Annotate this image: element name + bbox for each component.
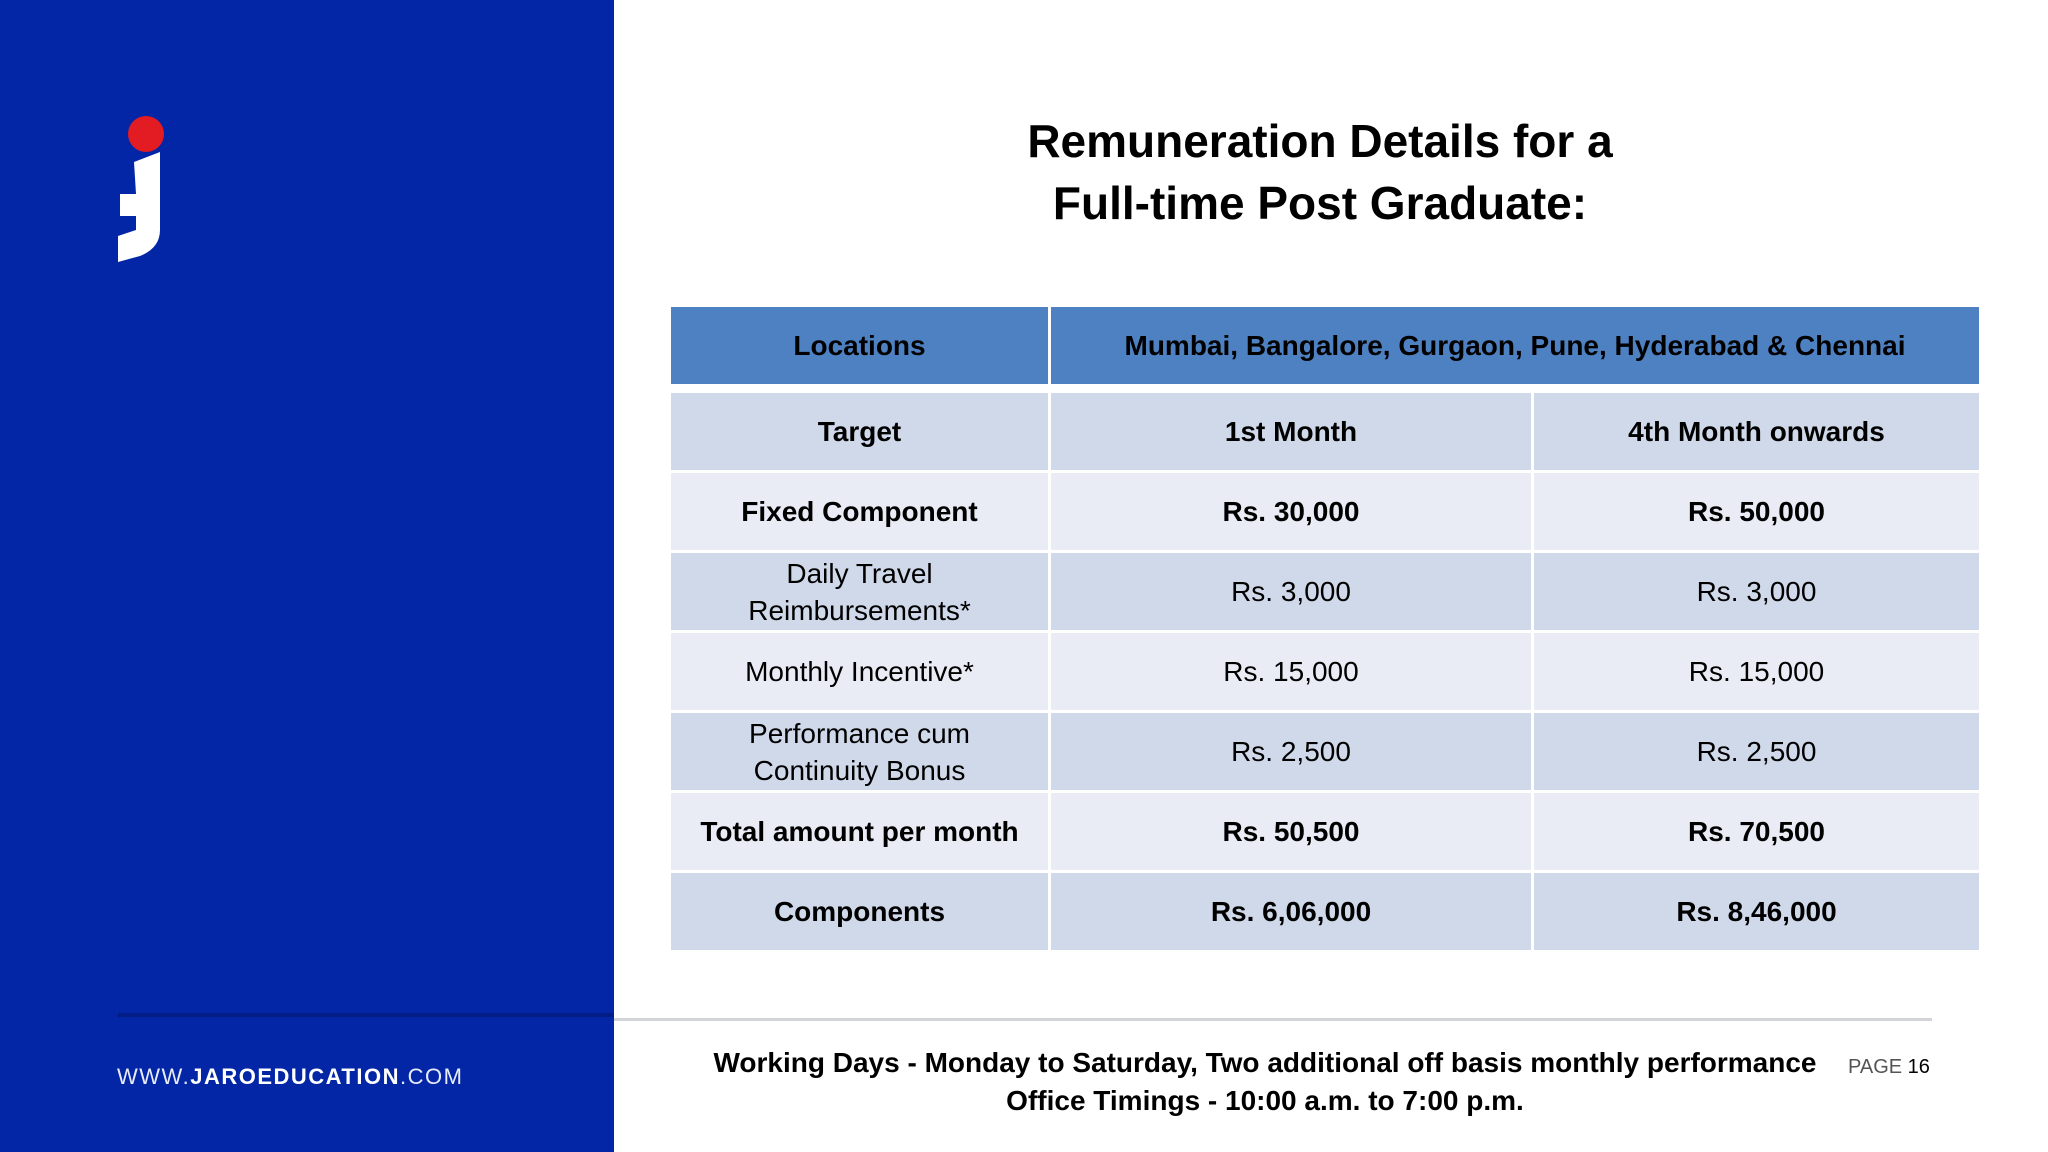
website-url[interactable]: WWW.JAROEDUCATION.COM: [117, 1064, 464, 1089]
row-label: Components: [671, 873, 1048, 950]
title-line-2: Full-time Post Graduate:: [1052, 177, 1588, 229]
table-row: [671, 793, 1979, 870]
row-col2: Rs. 2,500: [1534, 713, 1979, 790]
footer-notes: [700, 1044, 1830, 1120]
row-label: Fixed Component: [671, 473, 1048, 550]
row-label: Daily Travel Reimbursements*: [671, 553, 1048, 630]
brand-sidebar: [0, 0, 614, 1152]
column-header-row: [671, 393, 1979, 470]
title-line-1: Remuneration Details for a: [1027, 115, 1613, 167]
footer-divider: [614, 1018, 1932, 1021]
row-col2: Rs. 70,500: [1534, 793, 1979, 870]
first-month-header: 1st Month: [1051, 393, 1531, 470]
page-label: PAGE: [1848, 1056, 1903, 1078]
fourth-month-header: 4th Month onwards: [1534, 393, 1979, 470]
locations-value: Mumbai, Bangalore, Gurgaon, Pune, Hyderabad & Chennai: [1051, 307, 1979, 384]
table-row: [671, 633, 1979, 710]
row-col1: Rs. 3,000: [1051, 553, 1531, 630]
row-col1: Rs. 30,000: [1051, 473, 1531, 550]
jaro-logo-icon: [112, 112, 174, 262]
row-col1: Rs. 6,06,000: [1051, 873, 1531, 950]
header-spacer: [671, 387, 1979, 390]
working-days-note: Working Days - Monday to Saturday, Two additional off basis monthly performance: [713, 1047, 1817, 1078]
page-number: [1848, 1056, 1930, 1079]
row-label: Performance cum Continuity Bonus: [671, 713, 1048, 790]
table-row: [671, 553, 1979, 630]
table-row: [671, 713, 1979, 790]
row-col2: Rs. 8,46,000: [1534, 873, 1979, 950]
table-row: [671, 473, 1979, 550]
table-row: [671, 873, 1979, 950]
row-col2: Rs. 50,000: [1534, 473, 1979, 550]
row-col2: Rs. 3,000: [1534, 553, 1979, 630]
row-label: Monthly Incentive*: [671, 633, 1048, 710]
remuneration-table: [668, 304, 1982, 953]
row-col1: Rs. 2,500: [1051, 713, 1531, 790]
page-number-value: 16: [1907, 1056, 1930, 1078]
target-label: Target: [671, 393, 1048, 470]
sidebar-divider: [118, 1013, 614, 1017]
table-header-row: [671, 307, 1979, 384]
row-col1: Rs. 50,500: [1051, 793, 1531, 870]
row-label: Total amount per month: [671, 793, 1048, 870]
row-col1: Rs. 15,000: [1051, 633, 1531, 710]
row-col2: Rs. 15,000: [1534, 633, 1979, 710]
slide-title: [670, 110, 1970, 234]
locations-label: Locations: [671, 307, 1048, 384]
office-timings-note: Office Timings - 10:00 a.m. to 7:00 p.m.: [1006, 1085, 1524, 1116]
